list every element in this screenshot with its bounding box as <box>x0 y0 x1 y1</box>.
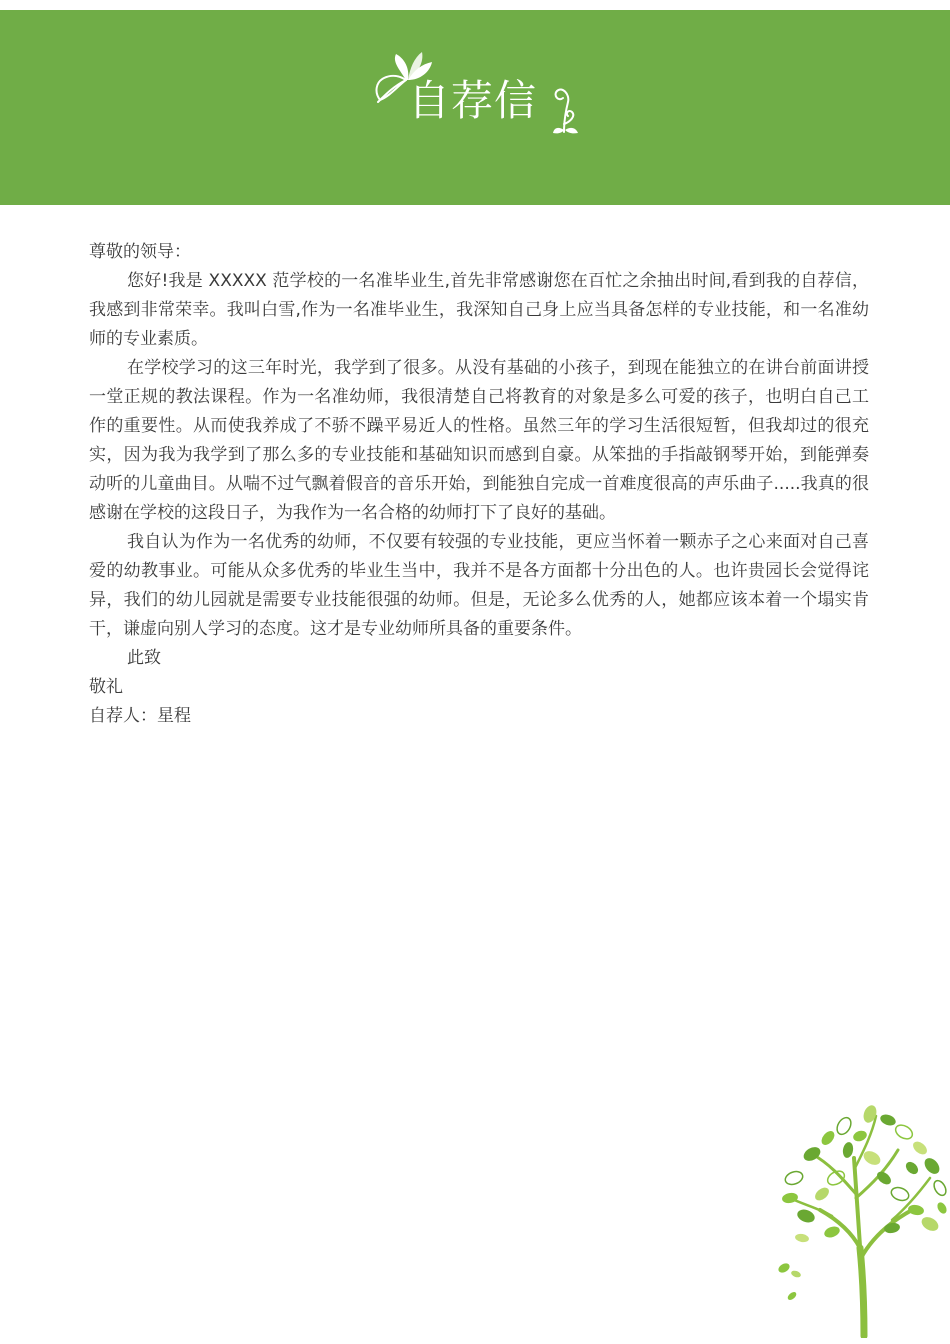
page-title: 自荐信 <box>408 76 538 125</box>
paragraph-3: 我自认为作为一名优秀的幼师，不仅要有较强的专业技能，更应当怀着一颗赤子之心来面对自己喜爱的幼教事业。可能从众多优秀的毕业生当中，我并不是各方面都十分出色的人。也许贵园长会觉得诧异，我们的幼儿园就是需要专业技能很强的幼师。但是，无论多么优秀的人，她都应该本着一个塌实肯干，谦虚向别人学习的态度。这才是专业幼师所具备的重要条件。 <box>89 532 869 639</box>
salutation: 尊敬的领导： <box>89 242 191 262</box>
header-banner <box>0 10 950 205</box>
closing-regards: 此致 <box>127 648 161 668</box>
closing-salute: 敬礼 <box>89 677 123 697</box>
paragraph-2: 在学校学习的这三年时光，我学到了很多。从没有基础的小孩子，到现在能独立的在讲台前面讲授一堂正规的教法课程。作为一名准幼师，我很清楚自己将教育的对象是多么可爱的孩子，也明白自己工作的重要性。从而使我养成了不骄不躁平易近人的性格。虽然三年的学习生活很短暂，但我却过的很充实，因为我为我学到了那么多的专业技能和基础知识而感到自豪。从笨拙的手指敲钢琴开始，到能弹奏动听的儿童曲目。从喘不过气飘着假音的音乐开始，到能独自完成一首难度很高的声乐曲子.....我真的很感谢在学校的这段日子，为我作为一名合格的幼师打下了良好的基础。 <box>89 358 869 523</box>
tree-illustration-icon <box>772 1098 950 1338</box>
letter-body <box>89 238 869 731</box>
title-group <box>370 40 590 140</box>
paragraph-1: 您好!我是 XXXXX 范学校的一名准毕业生,首先非常感谢您在百忙之余抽出时间,看到我的自荐信，我感到非常荣幸。我叫白雪,作为一名准毕业生，我深知自己身上应当具备怎样的专业技能，和一名准幼师的专业素质。 <box>89 271 869 349</box>
signature: 自荐人：星程 <box>89 706 191 726</box>
tendril-sprout-icon <box>548 80 582 136</box>
